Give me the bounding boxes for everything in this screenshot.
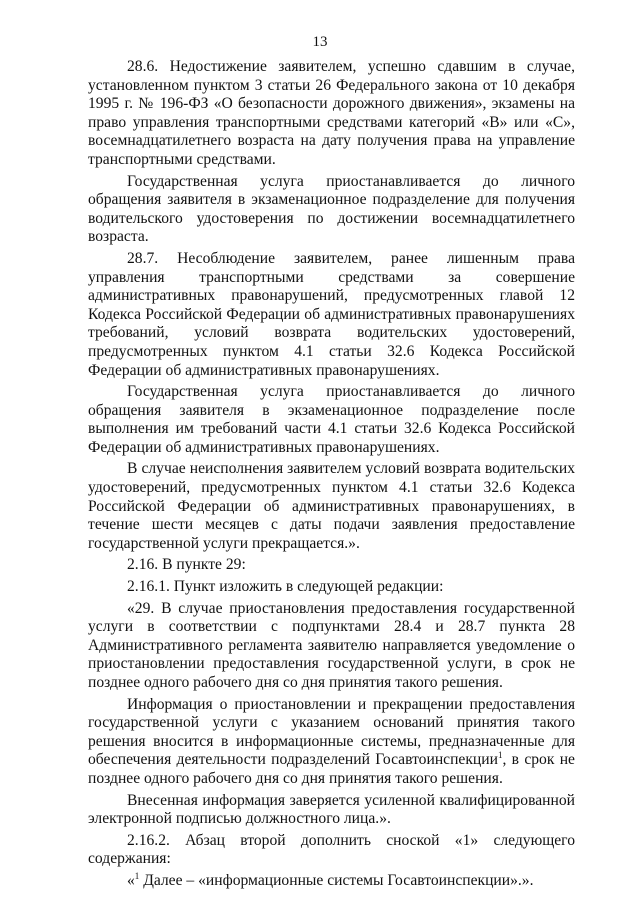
paragraph-footnote-text	[88, 872, 575, 891]
paragraph-2-16: 2.16. В пункте 29:	[127, 556, 246, 574]
paragraph-suspension-until-18: Государственная услуга приостанавливается до личного обращения заявителя в экзаменационное подразделение для получения водительского удостоверения по достижении восемнадцатилетнего возраста.	[88, 172, 575, 246]
page-number: 13	[312, 34, 328, 50]
document-body	[88, 58, 575, 891]
paragraph-29: «29. В случае приостановления предоставления государственной услуги в соответствии с подпунктами 28.4 и 28.7 пункта 28 Административного регламента заявителю направляется уведомление о приостановлении предоставления государственной услуги, в срок не позднее одного рабочего дня со дня принятия такого решения.	[88, 599, 575, 691]
footnote-body: Далее – «информационные системы Госавтоинспекции».».	[139, 871, 534, 889]
paragraph-suspension-until-requirements: Государственная услуга приостанавливается до личного обращения заявителя в экзаменационное подразделение после выполнения им требований части 4.1 статьи 32.6 Кодекса Российской Федерации об административных правонарушениях.	[88, 383, 575, 456]
paragraph-information-tail: , в срок не позднее одного рабочего дня со дня принятия такого решения.	[88, 751, 575, 787]
paragraph-28-7: 28.7. Несоблюдение заявителем, ранее лишенным права управления транспортными средствами за совершение административных правонарушений, предусмотренных главой 12 Кодекса Российской Федерации об административных правонарушениях требований, условий возврата водительских удостоверений, предусмотренных пунктом 4.1 статьи 32.6 Кодекса Российской Федерации об административных правонарушениях.	[88, 249, 575, 379]
footnote-mark: 1	[134, 870, 140, 881]
paragraph-termination: В случае неисполнения заявителем условий возврата водительских удостоверений, предусмотренных пунктом 4.1 статьи 32.6 Кодекса Российской Федерации об административных правонарушениях, в течение шести месяцев с даты подачи заявления предоставление государственной услуги прекращается.».	[88, 460, 575, 552]
footnote-mark: 1	[497, 750, 503, 761]
paragraph-2-16-1: 2.16.1. Пункт изложить в следующей редакции:	[127, 578, 444, 596]
paragraph-information-text: Информация о приостановлении и прекращении предоставления государственной услуги с указанием оснований принятия такого решения вносится в информационные системы, предназначенные для обеспечения деятельности подразделений Госавтоинспекции	[88, 695, 575, 769]
footnote-open-quote: «	[127, 871, 135, 889]
paragraph-signature: Внесенная информация заверяется усиленной квалифицированной электронной подписью должностного лица.».	[88, 791, 575, 828]
paragraph-information	[88, 696, 575, 789]
paragraph-28-6: 28.6. Недостижение заявителем, успешно сдавшим в случае, установленном пунктом 3 статьи 26 Федерального закона от 10 декабря 1995 г. № 196-ФЗ «О безопасности дорожного движения», экзамены на право управления транспортными средствами категорий «B» или «C», восемнадцатилетнего возраста на дату получения права на управление транспортными средствами.	[88, 58, 575, 168]
paragraph-2-16-2: 2.16.2. Абзац второй дополнить сноской «1» следующего содержания:	[88, 831, 575, 868]
